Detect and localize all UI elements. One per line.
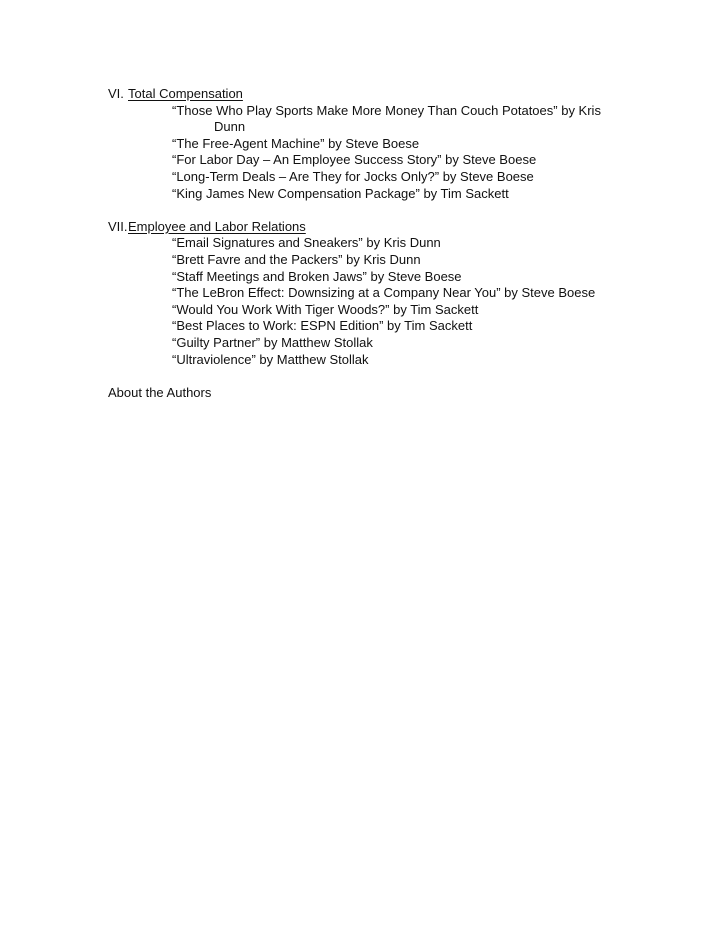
toc-entry <box>108 136 668 153</box>
entry-text: “The LeBron Effect: Downsizing at a Company Near You” by Steve Boese <box>172 285 596 301</box>
toc-entry <box>108 352 668 369</box>
section-title: Total Compensation <box>128 86 243 101</box>
entry-text: “Those Who Play Sports Make More Money Than Couch Potatoes” by Kris <box>172 102 601 118</box>
toc-entry <box>108 302 668 319</box>
table-of-contents <box>108 86 668 401</box>
toc-entry <box>108 318 668 335</box>
entry-text: “The Free-Agent Machine” by Steve Boese <box>172 135 420 151</box>
entry-text: “Brett Favre and the Packers” by Kris Dunn <box>172 251 421 267</box>
entry-text: “King James New Compensation Package” by Tim Sackett <box>172 185 509 201</box>
entry-text: “Email Signatures and Sneakers” by Kris Dunn <box>172 235 441 251</box>
section-number: VI. <box>108 86 124 101</box>
section-heading <box>108 86 668 103</box>
entry-text-continued: Dunn <box>214 119 246 135</box>
toc-entry <box>108 103 668 136</box>
entry-text: “Long-Term Deals – Are They for Jocks Only?” by Steve Boese <box>172 168 534 184</box>
toc-entry <box>108 235 668 252</box>
toc-entry <box>108 252 668 269</box>
section-number: VII. <box>108 218 128 234</box>
entry-text: “Ultraviolence” by Matthew Stollak <box>172 351 369 367</box>
entry-text: “Guilty Partner” by Matthew Stollak <box>172 334 373 350</box>
section-title: Employee and Labor Relations <box>128 218 306 234</box>
entry-text: “For Labor Day – An Employee Success Story” by Steve Boese <box>172 152 537 168</box>
toc-entry <box>108 269 668 286</box>
section-heading <box>108 219 668 236</box>
toc-entry <box>108 335 668 352</box>
toc-section-total-compensation <box>108 86 668 202</box>
entry-list <box>108 103 668 203</box>
entry-list <box>108 235 668 368</box>
entry-text: “Staff Meetings and Broken Jaws” by Steve Boese <box>172 268 462 284</box>
toc-entry <box>108 169 668 186</box>
about-the-authors-heading: About the Authors <box>108 384 212 400</box>
entry-text: “Best Places to Work: ESPN Edition” by Tim Sackett <box>172 318 473 334</box>
entry-text: “Would You Work With Tiger Woods?” by Tim Sackett <box>172 301 479 317</box>
toc-section-employee-labor-relations <box>108 219 668 368</box>
toc-entry <box>108 186 668 203</box>
toc-entry <box>108 285 668 302</box>
toc-entry <box>108 152 668 169</box>
